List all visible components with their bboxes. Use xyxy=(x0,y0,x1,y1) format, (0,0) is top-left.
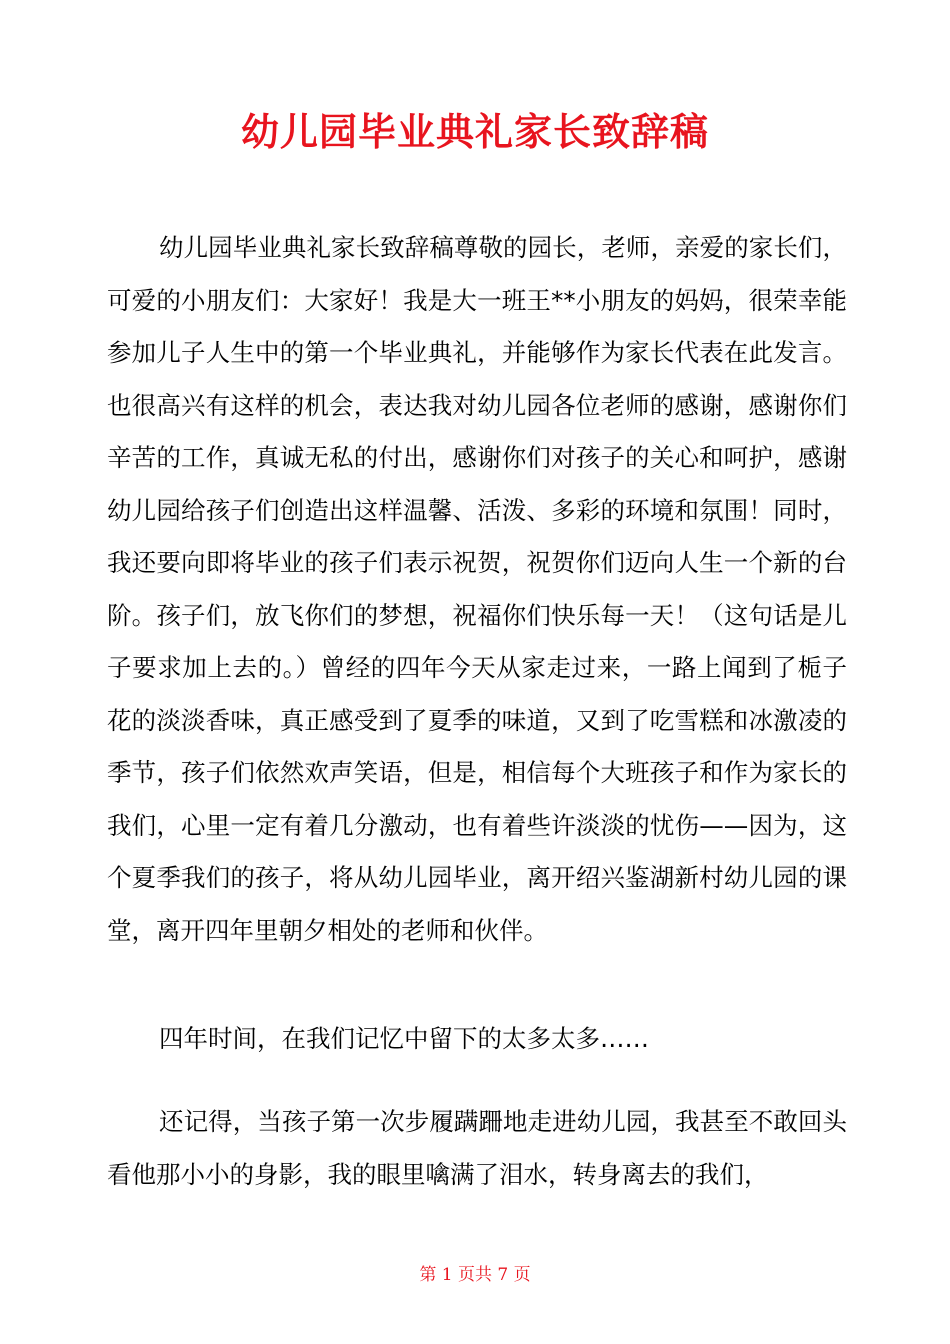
paragraph-memories: 四年时间，在我们记忆中留下的太多太多…… xyxy=(159,1024,649,1053)
paragraph-first-day: 还记得，当孩子第一次步履蹒跚地走进幼儿园，我甚至不敢回头看他那小小的身影，我的眼里噙满了泪水，转身离去的我们， xyxy=(107,1107,847,1189)
paragraph-opening: 幼儿园毕业典礼家长致辞稿尊敬的园长，老师，亲爱的家长们，可爱的小朋友们：大家好！我是大一班王**小朋友的妈妈，很荣幸能参加儿子人生中的第一个毕业典礼，并能够作为家长代表在此发言。也很高兴有这样的机会，表达我对幼儿园各位老师的感谢，感谢你们辛苦的工作，真诚无私的付出，感谢你们对孩子的关心和呵护，感谢幼儿园给孩子们创造出这样温馨、活泼、多彩的环境和氛围！同时，我还要向即将毕业的孩子们表示祝贺，祝贺你们迈向人生一个新的台阶。孩子们，放飞你们的梦想，祝福你们快乐每一天！（这句话是儿子要求加上去的。）曾经的四年今天从家走过来，一路上闻到了栀子花的淡淡香味，真正感受到了夏季的味道，又到了吃雪糕和冰激凌的季节，孩子们依然欢声笑语，但是，相信每个大班孩子和作为家长的我们，心里一定有着几分激动，也有着些许淡淡的忧伤——因为，这个夏季我们的孩子，将从幼儿园毕业，离开绍兴鉴湖新村幼儿园的课堂，离开四年里朝夕相处的老师和伙伴。 xyxy=(107,233,847,945)
document-title: 幼儿园毕业典礼家长致辞稿 xyxy=(240,110,709,154)
page-number-footer: 第 1 页共 7 页 xyxy=(419,1265,531,1285)
